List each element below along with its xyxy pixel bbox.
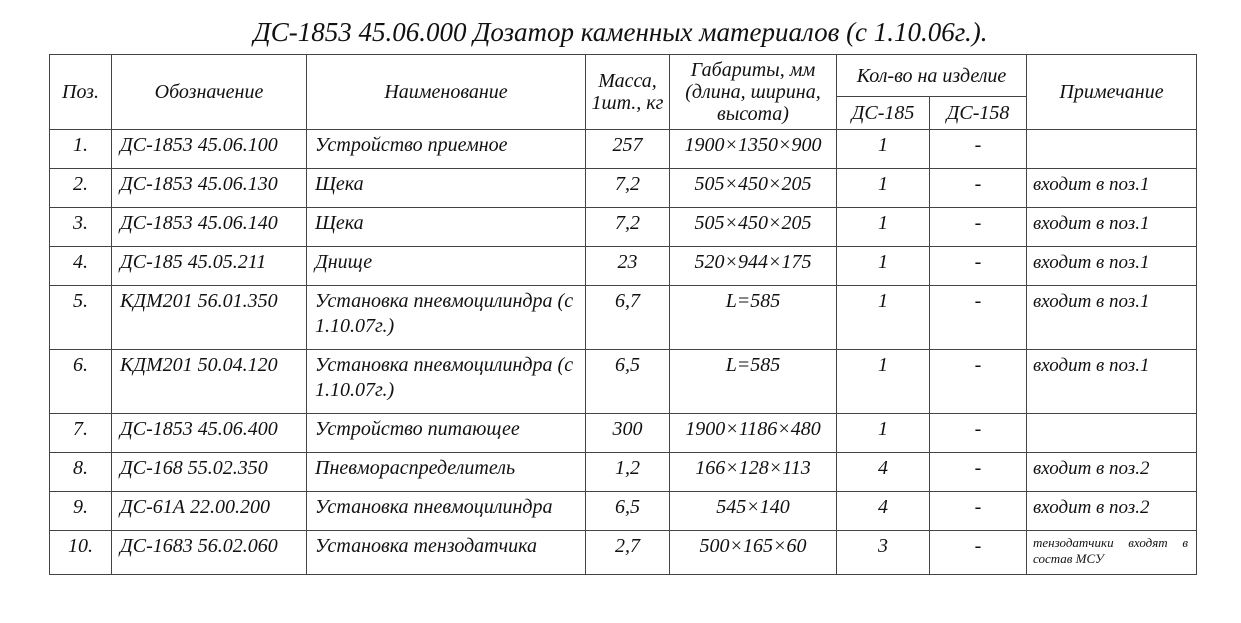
cell-designation: ДС-1853 45.06.140 (112, 208, 307, 247)
cell-pos: 3. (50, 208, 112, 247)
table-row (50, 531, 1197, 575)
table-row (50, 247, 1197, 286)
cell-note (1027, 414, 1197, 453)
cell-qty-ds185: 1 (837, 414, 930, 453)
cell-name: Устройство питающее (307, 414, 586, 453)
cell-qty-ds158: - (930, 169, 1027, 208)
cell-mass: 7,2 (586, 169, 670, 208)
cell-mass: 7,2 (586, 208, 670, 247)
cell-designation: ДС-61А 22.00.200 (112, 492, 307, 531)
cell-note: входит в поз.1 (1027, 286, 1197, 350)
cell-qty-ds158: - (930, 414, 1027, 453)
cell-name: Щека (307, 169, 586, 208)
cell-mass: 6,5 (586, 350, 670, 414)
table-row (50, 492, 1197, 531)
cell-dimensions: 520×944×175 (670, 247, 837, 286)
cell-qty-ds185: 1 (837, 247, 930, 286)
cell-mass: 6,5 (586, 492, 670, 531)
cell-name: Пневмораспределитель (307, 453, 586, 492)
cell-designation: КДМ201 56.01.350 (112, 286, 307, 350)
cell-qty-ds185: 1 (837, 130, 930, 169)
cell-designation: ДС-1683 56.02.060 (112, 531, 307, 575)
cell-designation: ДС-1853 45.06.130 (112, 169, 307, 208)
cell-note: входит в поз.2 (1027, 492, 1197, 531)
cell-qty-ds158: - (930, 130, 1027, 169)
cell-name: Установка пневмоцилиндра (с 1.10.07г.) (307, 350, 586, 414)
cell-name: Днище (307, 247, 586, 286)
cell-mass: 2,7 (586, 531, 670, 575)
cell-pos: 10. (50, 531, 112, 575)
cell-qty-ds185: 1 (837, 350, 930, 414)
cell-designation: ДС-1853 45.06.100 (112, 130, 307, 169)
cell-qty-ds158: - (930, 531, 1027, 575)
cell-note: входит в поз.1 (1027, 247, 1197, 286)
header-qty-ds158: ДС-158 (930, 97, 1027, 130)
table-header-row (50, 55, 1197, 97)
table-row (50, 453, 1197, 492)
cell-dimensions: 166×128×113 (670, 453, 837, 492)
cell-qty-ds158: - (930, 492, 1027, 531)
cell-qty-ds185: 1 (837, 286, 930, 350)
table-row (50, 286, 1197, 350)
cell-designation: ДС-185 45.05.211 (112, 247, 307, 286)
header-mass: Масса, 1шт., кг (586, 55, 670, 130)
cell-dimensions: 505×450×205 (670, 208, 837, 247)
cell-pos: 2. (50, 169, 112, 208)
table-row (50, 208, 1197, 247)
cell-qty-ds158: - (930, 350, 1027, 414)
cell-name: Установка тензодатчика (307, 531, 586, 575)
cell-dimensions: 1900×1186×480 (670, 414, 837, 453)
cell-qty-ds185: 4 (837, 492, 930, 531)
cell-mass: 23 (586, 247, 670, 286)
header-qty-group: Кол-во на изделие (837, 55, 1027, 97)
header-pos: Поз. (50, 55, 112, 130)
header-qty-ds185: ДС-185 (837, 97, 930, 130)
cell-note-small: тензодатчики входят в состав МСУ (1033, 535, 1188, 566)
cell-dimensions: 1900×1350×900 (670, 130, 837, 169)
cell-dimensions: 545×140 (670, 492, 837, 531)
cell-dimensions: 505×450×205 (670, 169, 837, 208)
cell-pos: 8. (50, 453, 112, 492)
header-name: Наименование (307, 55, 586, 130)
table-row (50, 130, 1197, 169)
cell-name: Устройство приемное (307, 130, 586, 169)
table-row (50, 169, 1197, 208)
cell-qty-ds158: - (930, 247, 1027, 286)
cell-dimensions: L=585 (670, 350, 837, 414)
cell-pos: 6. (50, 350, 112, 414)
cell-mass: 6,7 (586, 286, 670, 350)
document-title: ДС-1853 45.06.000 Дозатор каменных материалов (с 1.10.06г.). (253, 17, 988, 47)
cell-mass: 1,2 (586, 453, 670, 492)
cell-note: входит в поз.1 (1027, 169, 1197, 208)
table-row (50, 350, 1197, 414)
cell-pos: 5. (50, 286, 112, 350)
header-note: Примечание (1027, 55, 1197, 130)
cell-qty-ds185: 1 (837, 208, 930, 247)
cell-pos: 9. (50, 492, 112, 531)
cell-note: входит в поз.2 (1027, 453, 1197, 492)
cell-mass: 257 (586, 130, 670, 169)
header-designation: Обозначение (112, 55, 307, 130)
cell-dimensions: 500×165×60 (670, 531, 837, 575)
cell-name: Установка пневмоцилиндра (с 1.10.07г.) (307, 286, 586, 350)
cell-pos: 7. (50, 414, 112, 453)
cell-note: входит в поз.1 (1027, 208, 1197, 247)
cell-note (1027, 531, 1197, 575)
cell-pos: 4. (50, 247, 112, 286)
cell-pos: 1. (50, 130, 112, 169)
cell-name: Щека (307, 208, 586, 247)
cell-note: входит в поз.1 (1027, 350, 1197, 414)
cell-qty-ds185: 1 (837, 169, 930, 208)
cell-name: Установка пневмоцилиндра (307, 492, 586, 531)
cell-qty-ds185: 4 (837, 453, 930, 492)
cell-mass: 300 (586, 414, 670, 453)
cell-designation: КДМ201 50.04.120 (112, 350, 307, 414)
cell-qty-ds158: - (930, 208, 1027, 247)
cell-qty-ds185: 3 (837, 531, 930, 575)
table-row (50, 414, 1197, 453)
header-dimensions: Габариты, мм (длина, ширина, высота) (670, 55, 837, 130)
parts-specification-table (49, 54, 1197, 575)
cell-qty-ds158: - (930, 453, 1027, 492)
cell-designation: ДС-1853 45.06.400 (112, 414, 307, 453)
cell-dimensions: L=585 (670, 286, 837, 350)
cell-designation: ДС-168 55.02.350 (112, 453, 307, 492)
cell-qty-ds158: - (930, 286, 1027, 350)
cell-note (1027, 130, 1197, 169)
